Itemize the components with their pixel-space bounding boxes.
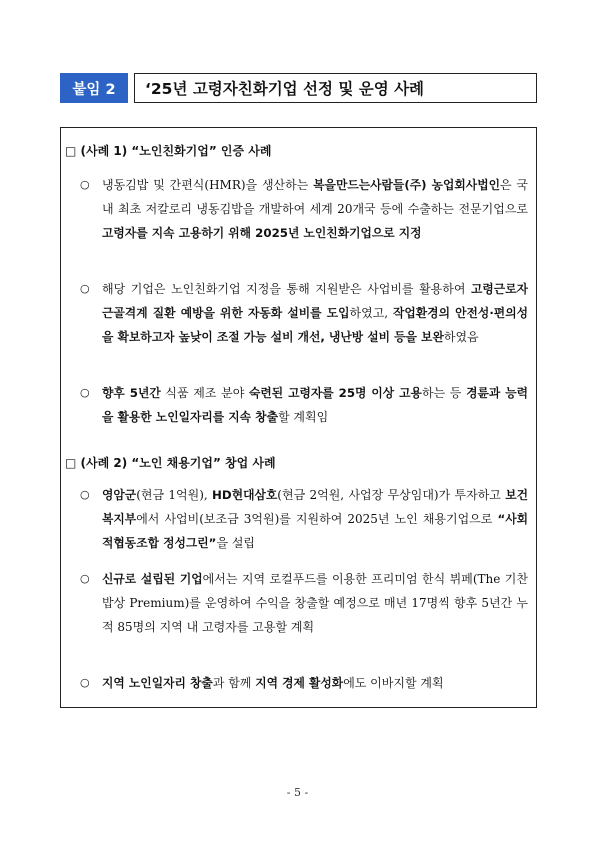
bold-text-segment: 지역 경제 활성화	[255, 676, 344, 690]
case-2-heading: □ (사례 2) “노인 채용기업” 창업 사례	[65, 456, 276, 470]
bold-text-segment: 향후 5년간	[102, 386, 161, 400]
text-segment: 해당 기업은 노인친화기업 지정을 통해 지원받은 사업비를 활용하여	[102, 282, 472, 296]
bold-text-segment: 숙련된 고령자를 25명 이상 고용	[248, 386, 422, 400]
text-segment: 과 함께	[212, 676, 256, 690]
bullet-text	[102, 567, 528, 639]
text-segment: 을 설립	[216, 536, 256, 550]
attachment-label: 붙임 2	[60, 73, 128, 103]
bullet-text	[102, 381, 528, 429]
case-1-bullet-1	[80, 173, 528, 245]
bold-text-segment: 지역 노인일자리 창출	[102, 676, 213, 690]
bullet-marker: ○	[80, 282, 90, 295]
bold-text-segment: “사회적협동조합 정성그린”	[102, 512, 528, 550]
bullet-marker: ○	[80, 572, 90, 585]
case-2-bullet-3	[80, 671, 528, 695]
text-segment: (현금 1억원),	[136, 488, 213, 502]
bold-text-segment: 고령자를 지속 고용하기 위해 2025년 노인친화기업으로 지정	[102, 226, 422, 240]
bullet-text	[102, 483, 528, 555]
bold-text-segment: 보건복지부	[102, 488, 529, 526]
bullet-marker: ○	[80, 676, 90, 689]
text-segment: (현금 2억원, 사업장 무상임대)가 투자하고	[277, 488, 506, 502]
bullet-marker: ○	[80, 386, 90, 399]
case-2-bullet-2	[80, 567, 528, 639]
bold-text-segment: HD현대삼호	[212, 488, 278, 502]
bold-text-segment: 영암군	[102, 488, 137, 502]
bold-text-segment: 신규로 설립된 기업	[102, 572, 203, 586]
case-1-bullet-3	[80, 381, 528, 429]
bold-text-segment: 고령근로자 근골격계 질환 예방을 위한 자동화 설비를 도입	[102, 282, 528, 320]
bold-text-segment: 경륜과 능력을 활용한 노인일자리를 지속 창출	[102, 386, 528, 424]
text-segment: 하는 등	[421, 386, 467, 400]
page-number: - 5 -	[286, 786, 309, 799]
page-title	[134, 73, 537, 103]
text-segment: 에서는 지역 로컬푸드를 이용한 프리미엄 한식 뷔페(The 기찬밥상 Premium)를 운영하여 수익을 창출할 예정으로 매년 17명씩 향후 5년간 누적 85명의 지역 내 고령자를 고용할 계획	[102, 572, 528, 634]
page-title-text: ‘25년 고령자친화기업 선정 및 운영 사례	[145, 80, 425, 98]
text-segment: 하였고,	[349, 306, 393, 320]
bullet-text	[102, 173, 528, 245]
content-box	[60, 127, 537, 708]
text-segment: 하였음	[443, 330, 479, 344]
bullet-marker: ○	[80, 178, 90, 191]
text-segment: 에서 사업비(보조금 3억원)를 지원하여 2025년 노인 채용기업으로	[136, 512, 498, 526]
text-segment: 에도 이바지할 계획	[343, 676, 444, 690]
text-segment: 식품 제조 분야	[160, 386, 249, 400]
bullet-marker: ○	[80, 488, 90, 501]
bullet-text	[102, 671, 528, 695]
text-segment: 할 계획임	[277, 410, 329, 424]
bold-text-segment: 작업환경의 안전성·편의성을 확보하고자 높낮이 조절 가능 설비 개선, 냉난방 설비 등을 보완	[102, 306, 528, 344]
case-1-bullet-2	[80, 277, 528, 349]
case-2-bullet-1	[80, 483, 528, 555]
case-1-heading: □ (사례 1) “노인친화기업” 인증 사례	[65, 144, 272, 158]
text-segment: 은 국내 최초 저칼로리 냉동김밥을 개발하여 세계 20개국 등에 수출하는 전문기업으로	[102, 178, 529, 216]
bullet-text	[102, 277, 528, 349]
bold-text-segment: 복을만드는사람들(주) 농업회사법인	[313, 178, 500, 192]
text-segment: 냉동김밥 및 간편식(HMR)을 생산하는	[102, 178, 314, 192]
